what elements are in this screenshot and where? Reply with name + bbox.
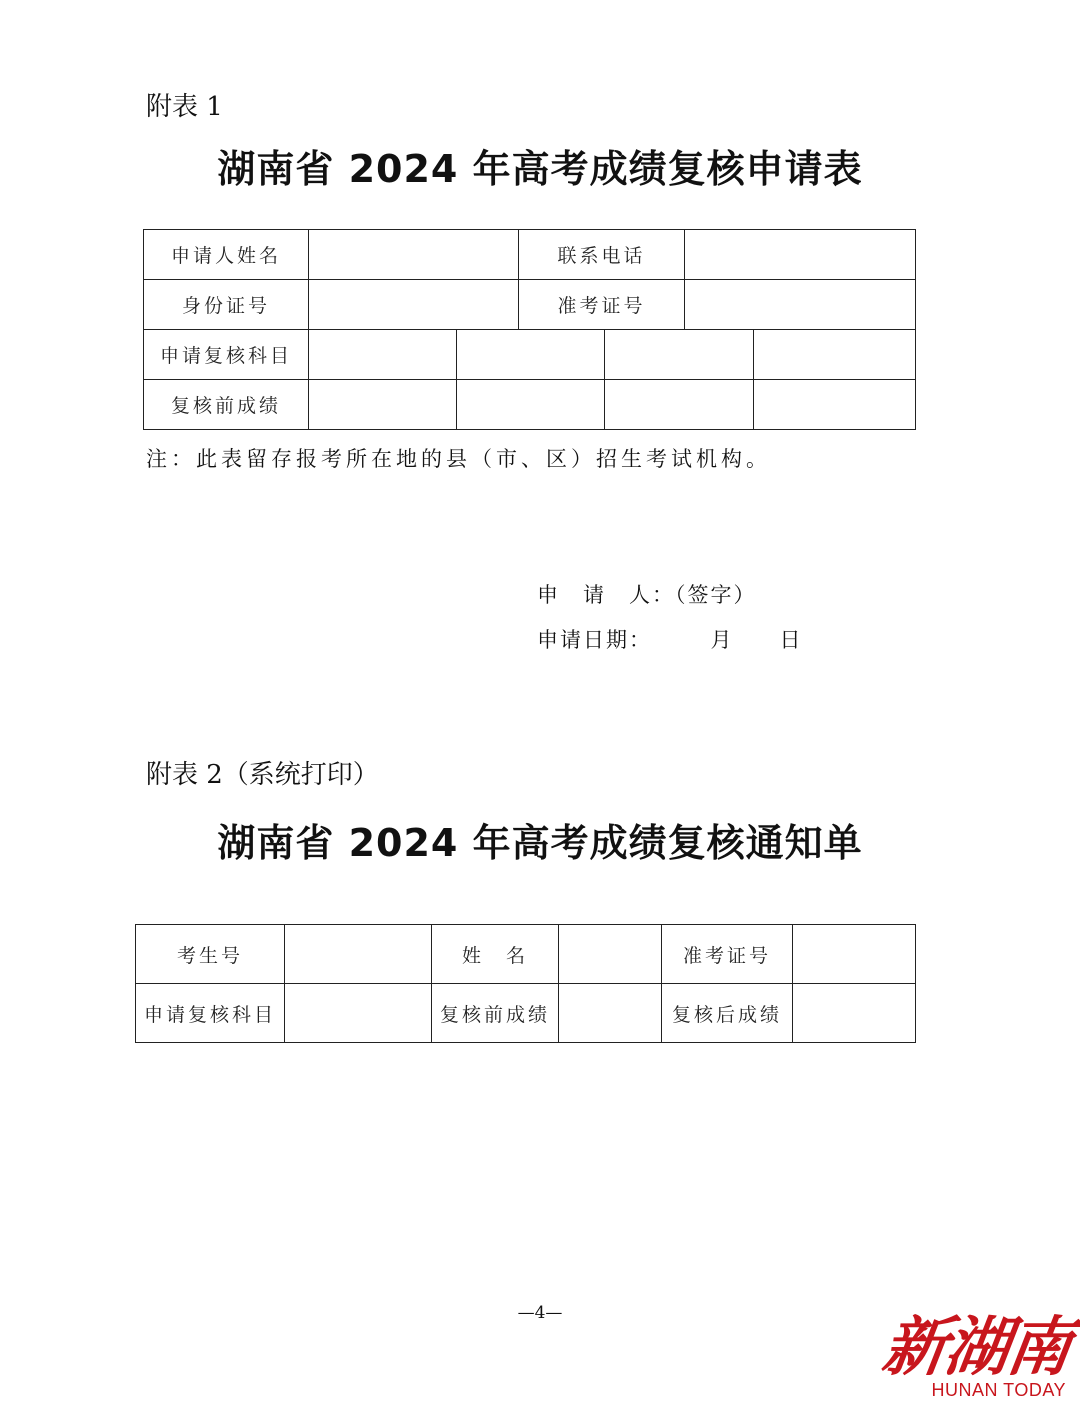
pre-review-score-cell-3[interactable] <box>605 380 754 430</box>
review-subject-cell-4[interactable] <box>754 330 916 380</box>
application-table <box>143 229 916 430</box>
review-subject-cell[interactable] <box>285 984 432 1043</box>
name-label: 姓 名 <box>432 925 559 984</box>
candidate-number-label: 考生号 <box>136 925 285 984</box>
pre-review-score-cell-4[interactable] <box>754 380 916 430</box>
id-number-cell[interactable] <box>309 280 519 330</box>
notice-form-title: 湖南省 2024 年高考成绩复核通知单 <box>217 821 863 865</box>
review-subject-cell-1[interactable] <box>309 330 457 380</box>
hunan-today-logo-text: HUNAN TODAY <box>931 1380 1066 1400</box>
exam-number-label: 准考证号 <box>519 280 685 330</box>
review-subject-label: 申请复核科目 <box>144 330 309 380</box>
review-subject-label-2: 申请复核科目 <box>136 984 285 1043</box>
notice-table <box>135 924 916 1043</box>
application-date-line: 申请日期： 月 日 <box>537 628 803 652</box>
name-cell[interactable] <box>559 925 662 984</box>
page-number: —4— <box>517 1303 563 1323</box>
exam-number-cell-2[interactable] <box>793 925 916 984</box>
pre-review-score-cell[interactable] <box>559 984 662 1043</box>
id-number-label: 身份证号 <box>144 280 309 330</box>
attachment-label-1: 附表 1 <box>146 92 223 122</box>
form-note: 注：此表留存报考所在地的县（市、区）招生考试机构。 <box>146 447 771 471</box>
candidate-number-cell[interactable] <box>285 925 432 984</box>
applicant-name-cell[interactable] <box>309 230 519 280</box>
post-review-score-cell[interactable] <box>793 984 916 1043</box>
hunan-today-logo: 新湖南 <box>877 1311 1075 1385</box>
pre-review-score-cell-2[interactable] <box>457 380 605 430</box>
applicant-signature-line: 申 请 人：（签字） <box>537 583 757 607</box>
pre-review-score-label-2: 复核前成绩 <box>432 984 559 1043</box>
review-subject-cell-3[interactable] <box>605 330 754 380</box>
exam-number-label-2: 准考证号 <box>662 925 793 984</box>
review-subject-cell-2[interactable] <box>457 330 605 380</box>
application-form-title: 湖南省 2024 年高考成绩复核申请表 <box>217 147 863 191</box>
applicant-name-label: 申请人姓名 <box>144 230 309 280</box>
phone-label: 联系电话 <box>519 230 685 280</box>
pre-review-score-label: 复核前成绩 <box>144 380 309 430</box>
pre-review-score-cell-1[interactable] <box>309 380 457 430</box>
phone-cell[interactable] <box>685 230 916 280</box>
attachment-label-2: 附表 2（系统打印） <box>146 760 379 790</box>
exam-number-cell[interactable] <box>685 280 916 330</box>
post-review-score-label: 复核后成绩 <box>662 984 793 1043</box>
